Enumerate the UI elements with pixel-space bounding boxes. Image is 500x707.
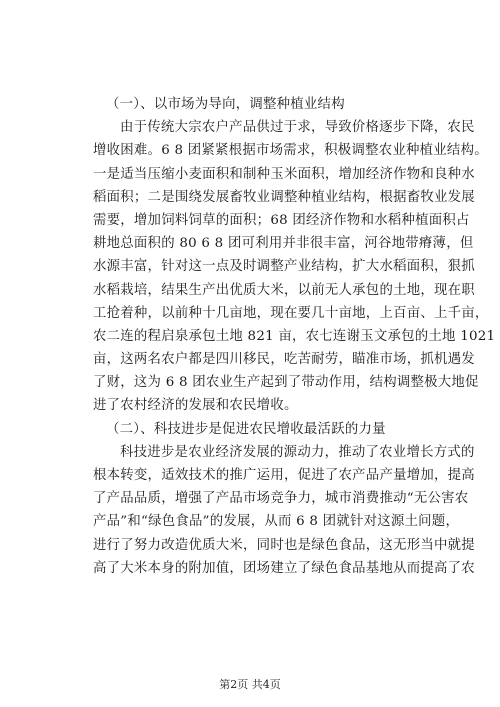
paragraph-line: 一是适当压缩小麦面积和制种玉米面积，增加经济作物和良种水	[93, 166, 475, 182]
paragraph-line: 工抢着种，以前种十几亩地，现在要几十亩地，上百亩、上千亩，	[93, 305, 489, 321]
paragraph-line: 增收困难。6 8 团紧紧根据市场需求，积极调整农业种植业结构。	[93, 143, 488, 159]
paragraph-line: 水源丰富，针对这一点及时调整产业结构，扩大水稻面积，狠抓	[93, 259, 475, 275]
paragraph-line: 稻面积；二是围绕发展畜牧业调整种植业结构，根据畜牧业发展	[93, 189, 475, 205]
document-body	[93, 93, 496, 580]
paragraph-line: 由于传统大宗农户产品供过于求，导致价格逐步下降，农民	[120, 120, 475, 136]
paragraph-line: 进行了努力改造优质大米，同时也是绿色食品，这无形当中就提	[93, 537, 475, 553]
page-number: 第2页 共4页	[219, 678, 281, 691]
paragraph-line: 了财，这为 6 8 团农业生产起到了带动作用，结构调整极大地促	[93, 375, 479, 391]
paragraph-line: 农二连的程启泉承包土地 821 亩，农七连谢玉文承包的土地 1021	[93, 328, 496, 344]
paragraph-line: 产品”和“绿色食品”的发展，从而 6 8 团就针对这源土问题，	[93, 514, 460, 530]
paragraph-line: 高了大米本身的附加值，团场建立了绿色食品基地从而提高了农	[93, 560, 475, 576]
paragraph-line: 科技进步是农业经济发展的源动力，推动了农业增长方式的	[120, 444, 475, 460]
paragraph-line: 进了农村经济的发展和农民增收。	[93, 398, 298, 414]
paragraph-line: 亩，这两名农户都是四川移民，吃苦耐劳，瞄准市场，抓机遇发	[93, 352, 475, 368]
section-heading: （二）、科技进步是促进农民增收最活跃的力量	[106, 421, 386, 437]
paragraph-line: 耕地总面积的 80 6 8 团可利用并非很丰富，河谷地带瘠薄，但	[93, 236, 474, 252]
paragraph-line: 水稻栽培，结果生产出优质大米，以前无人承包的土地，现在职	[93, 282, 475, 298]
paragraph-line: 了产品品质，增强了产品市场竞争力，城市消费推动“无公害农	[93, 491, 469, 507]
section-heading: （一）、以市场为导向，调整种植业结构	[106, 97, 345, 112]
paragraph-line: 根本转变，适效技术的推广运用，促进了农产品产量增加，提高	[93, 468, 475, 483]
paragraph-line: 需要，增加饲料饲草的面积；68 团经济作物和水稻种植面积占	[93, 212, 470, 228]
